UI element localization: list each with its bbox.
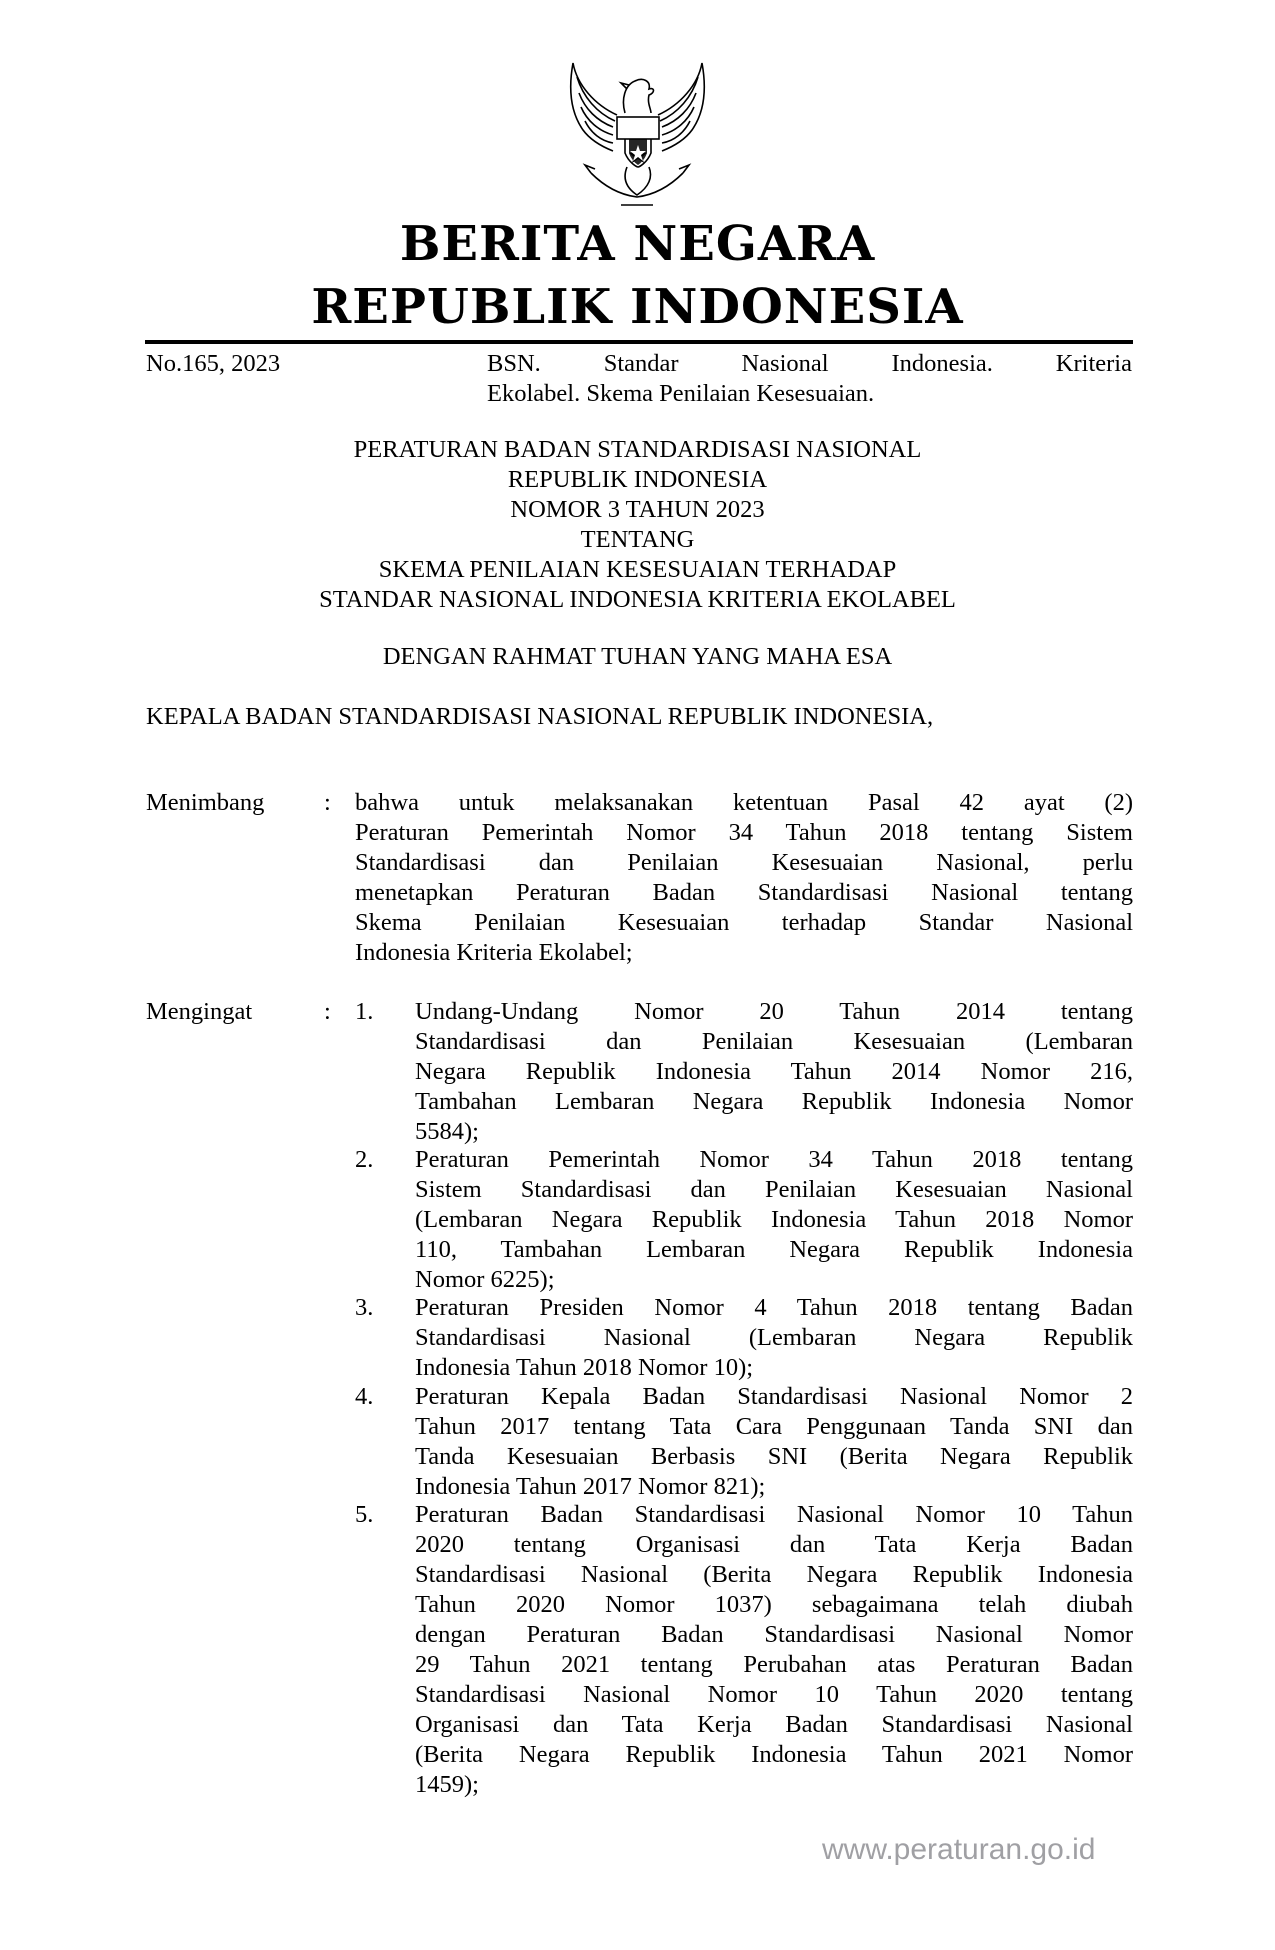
text-line: Nomor 6225); — [415, 1266, 555, 1293]
gazette-subject — [487, 349, 1132, 409]
text-line: Tambahan Lembaran Negara Republik Indonesia Nomor — [415, 1088, 1133, 1115]
text-line: Indonesia Tahun 2017 Nomor 821); — [415, 1473, 766, 1500]
text-line: Peraturan Presiden Nomor 4 Tahun 2018 tentang Badan — [415, 1294, 1133, 1321]
text-line: Skema Penilaian Kesesuaian terhadap Standar Nasional — [355, 909, 1133, 936]
text-line: Standardisasi dan Penilaian Kesesuaian Nasional, perlu — [355, 849, 1133, 876]
list-item-number: 2. — [355, 1146, 374, 1173]
regulation-title-line: PERATURAN BADAN STANDARDISASI NASIONAL — [353, 436, 922, 463]
text-line: Standardisasi dan Penilaian Kesesuaian (Lembaran — [415, 1028, 1133, 1055]
footer-website-link[interactable]: www.peraturan.go.id — [822, 1833, 1096, 1866]
garuda-emblem-icon — [555, 55, 720, 213]
regulation-title-line: SKEMA PENILAIAN KESESUAIAN TERHADAP — [378, 556, 897, 583]
list-item-number: 3. — [355, 1294, 374, 1321]
regulation-title-line: NOMOR 3 TAHUN 2023 — [510, 496, 765, 523]
text-line: Peraturan Pemerintah Nomor 34 Tahun 2018 tentang — [415, 1146, 1133, 1173]
text-line: 5584); — [415, 1118, 479, 1145]
text-line: Tahun 2017 tentang Tata Cara Penggunaan Tanda SNI dan — [415, 1413, 1133, 1440]
text-line: Peraturan Kepala Badan Standardisasi Nasional Nomor 2 — [415, 1383, 1133, 1410]
text-line: 2020 tentang Organisasi dan Tata Kerja Badan — [415, 1531, 1133, 1558]
regulation-title-line: TENTANG — [580, 526, 695, 553]
list-item-number: 4. — [355, 1383, 374, 1410]
text-line: 1459); — [415, 1771, 479, 1798]
mengingat-colon: : — [324, 998, 331, 1025]
header-divider — [145, 340, 1133, 344]
text-line: (Berita Negara Republik Indonesia Tahun 2021 Nomor — [415, 1741, 1133, 1768]
gazette-number: No.165, 2023 — [146, 350, 281, 377]
mengingat-label: Mengingat — [146, 998, 253, 1025]
gazette-subject-line: BSN. Standar Nasional Indonesia. Kriteria — [487, 350, 1132, 377]
regulation-title — [0, 435, 1275, 615]
text-line: 110, Tambahan Lembaran Negara Republik Indonesia — [415, 1236, 1133, 1263]
menimbang-label: Menimbang — [146, 789, 265, 816]
list-item — [415, 1500, 1133, 1800]
invocation: DENGAN RAHMAT TUHAN YANG MAHA ESA — [382, 643, 893, 670]
text-line: Standardisasi Nasional (Berita Negara Republik Indonesia — [415, 1561, 1133, 1588]
text-line: Peraturan Badan Standardisasi Nasional Nomor 10 Tahun — [415, 1501, 1133, 1528]
text-line: Peraturan Pemerintah Nomor 34 Tahun 2018 tentang Sistem — [355, 819, 1133, 846]
text-line: Indonesia Tahun 2018 Nomor 10); — [415, 1354, 754, 1381]
text-line: Undang-Undang Nomor 20 Tahun 2014 tentang — [415, 998, 1133, 1025]
text-line: bahwa untuk melaksanakan ketentuan Pasal 42 ayat (2) — [355, 789, 1133, 816]
regulation-title-line: STANDAR NASIONAL INDONESIA KRITERIA EKOLABEL — [319, 586, 956, 613]
authority-line: KEPALA BADAN STANDARDISASI NASIONAL REPUBLIK INDONESIA, — [146, 703, 934, 730]
text-line: Standardisasi Nasional (Lembaran Negara Republik — [415, 1324, 1133, 1351]
regulation-title-line: REPUBLIK INDONESIA — [507, 466, 768, 493]
masthead-title-line2: REPUBLIK INDONESIA — [311, 279, 964, 335]
text-line: Organisasi dan Tata Kerja Badan Standardisasi Nasional — [415, 1711, 1133, 1738]
text-line: (Lembaran Negara Republik Indonesia Tahun 2018 Nomor — [415, 1206, 1133, 1233]
gazette-subject-line: Ekolabel. Skema Penilaian Kesesuaian. — [487, 380, 875, 407]
list-item — [415, 997, 1133, 1147]
text-line: Standardisasi Nasional Nomor 10 Tahun 2020 tentang — [415, 1681, 1133, 1708]
text-line: 29 Tahun 2021 tentang Perubahan atas Peraturan Badan — [415, 1651, 1133, 1678]
list-item-number: 1. — [355, 998, 374, 1025]
masthead-title-line1: BERITA NEGARA — [399, 216, 876, 272]
list-item — [415, 1145, 1133, 1295]
list-item — [415, 1382, 1133, 1502]
text-line: menetapkan Peraturan Badan Standardisasi Nasional tentang — [355, 879, 1133, 906]
text-line: Negara Republik Indonesia Tahun 2014 Nomor 216, — [415, 1058, 1133, 1085]
menimbang-colon: : — [324, 789, 331, 816]
list-item-number: 5. — [355, 1501, 374, 1528]
text-line: Tahun 2020 Nomor 1037) sebagaimana telah diubah — [415, 1591, 1133, 1618]
text-line: Tanda Kesesuaian Berbasis SNI (Berita Negara Republik — [415, 1443, 1133, 1470]
menimbang-paragraph — [355, 788, 1133, 968]
text-line: Sistem Standardisasi dan Penilaian Kesesuaian Nasional — [415, 1176, 1133, 1203]
list-item — [415, 1293, 1133, 1383]
text-line: dengan Peraturan Badan Standardisasi Nasional Nomor — [415, 1621, 1133, 1648]
text-line: Indonesia Kriteria Ekolabel; — [355, 939, 633, 966]
